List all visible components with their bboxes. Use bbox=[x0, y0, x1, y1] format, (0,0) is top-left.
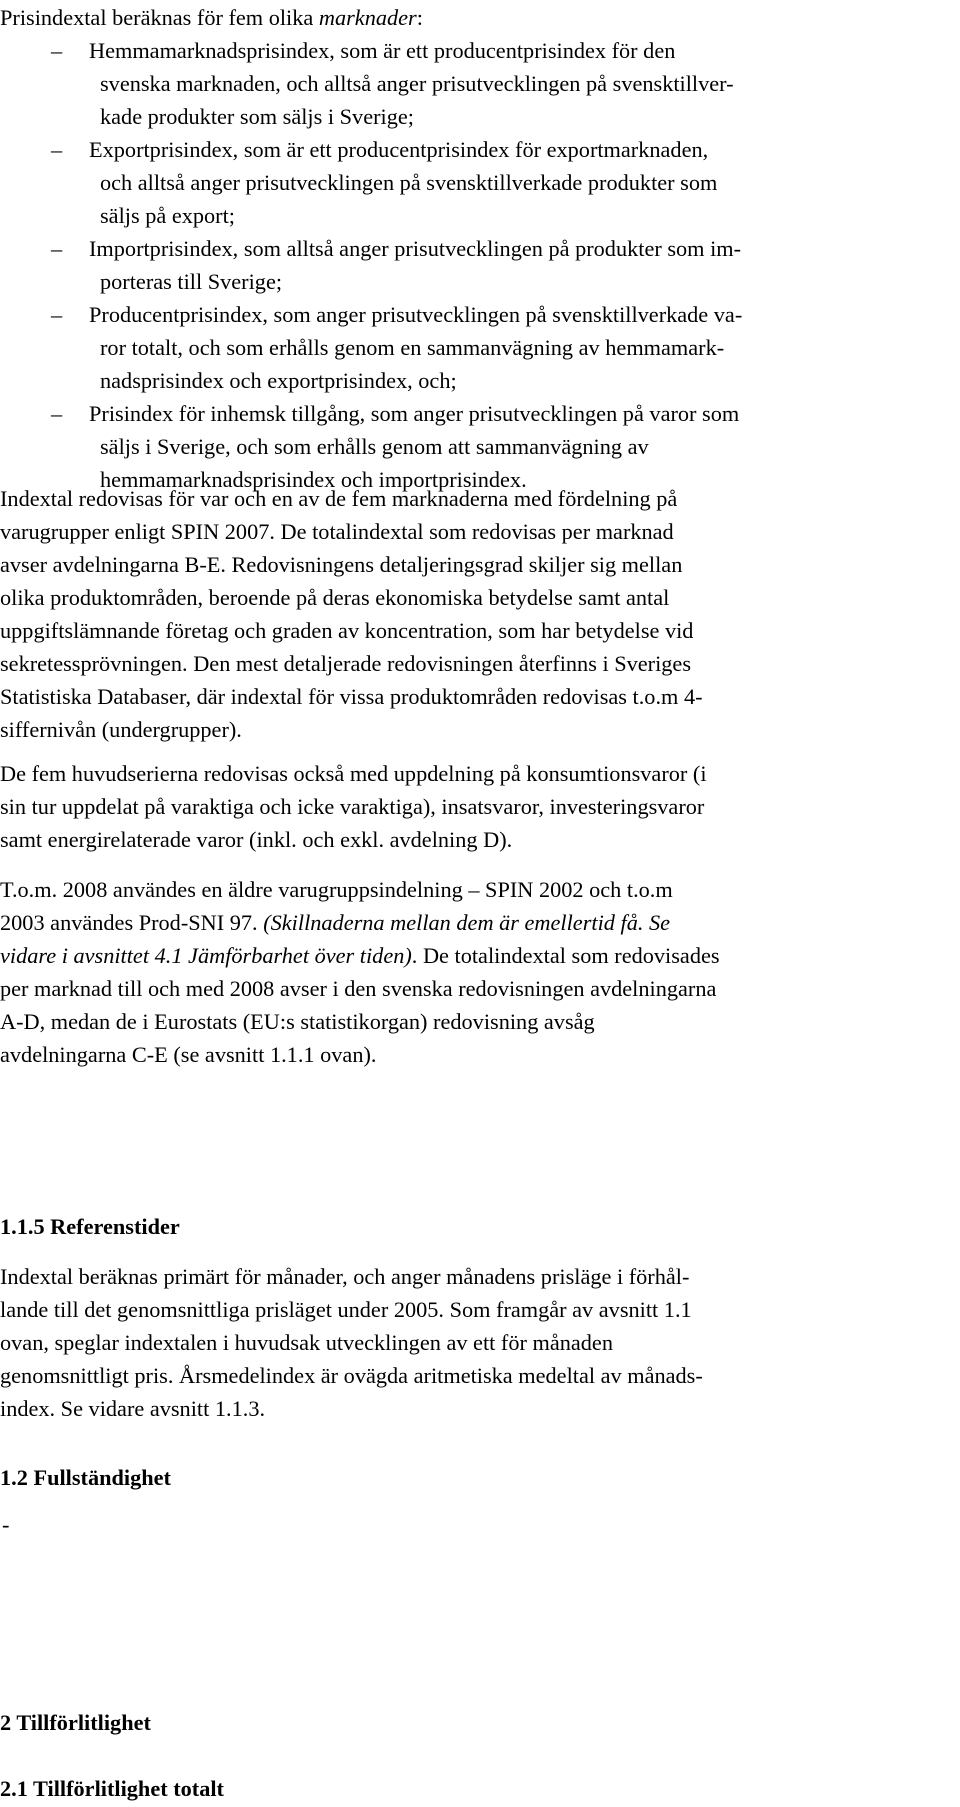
list-item-line: säljs i Sverige, och som erhålls genom att sammanvägning av bbox=[100, 434, 649, 459]
list-item-line: Prisindex för inhemsk tillgång, som anger prisutvecklingen på varor som bbox=[89, 401, 740, 426]
text-line: sekretessprövningen. Den mest detaljerade redovisningen återfinns i Sveriges bbox=[0, 651, 691, 676]
text-line: De fem huvudserierna redovisas också med uppdelning på konsumtionsvaror (i bbox=[0, 761, 707, 786]
market-list-item bbox=[0, 133, 945, 232]
market-list-item bbox=[0, 298, 945, 397]
text-line: olika produktområden, beroende på deras ekonomiska betydelse samt antal bbox=[0, 585, 670, 610]
text-line: uppgiftslämnande företag och graden av koncentration, som har betydelse vid bbox=[0, 618, 694, 643]
list-item-line: Exportprisindex, som är ett producentprisindex för exportmarknaden, bbox=[89, 137, 709, 162]
list-item-line: Producentprisindex, som anger prisutvecklingen på svensktillverkade va- bbox=[89, 302, 743, 327]
list-item-line: säljs på export; bbox=[100, 203, 235, 228]
list-item-line: porteras till Sverige; bbox=[100, 269, 283, 294]
text-span: . De totalindextal som redovisades bbox=[411, 943, 720, 968]
list-item-line: och alltså anger prisutvecklingen på svensktillverkade produkter som bbox=[100, 170, 718, 195]
text-line: avser avdelningarna B-E. Redovisningens detaljeringsgrad skiljer sig mellan bbox=[0, 552, 683, 577]
heading-tillforlitlighet-totalt: 2.1 Tillförlitlighet totalt bbox=[0, 1776, 224, 1801]
list-item-line: kade produkter som säljs i Sverige; bbox=[100, 104, 414, 129]
text-line: varugrupper enligt SPIN 2007. De totalindextal som redovisas per marknad bbox=[0, 519, 674, 544]
italic-note: (Skillnaderna mellan dem är emellertid få. Se bbox=[263, 910, 671, 935]
text-line: Indextal beräknas primärt för månader, och anger månadens prisläge i förhål- bbox=[0, 1264, 690, 1289]
text-line bbox=[0, 939, 940, 972]
heading-fullstandighet: 1.2 Fullständighet bbox=[0, 1465, 171, 1490]
paragraph-referenstider bbox=[0, 1260, 940, 1425]
paragraph-huvudserierna bbox=[0, 757, 940, 856]
paragraph-indextal-redovisas bbox=[0, 482, 940, 746]
list-item-line: Importprisindex, som alltså anger prisutvecklingen på produkter som im- bbox=[89, 236, 742, 261]
paragraph-tom-2008 bbox=[0, 873, 940, 1071]
dash-bullet: – bbox=[51, 236, 63, 261]
intro-colon: : bbox=[416, 5, 423, 30]
text-line: sin tur uppdelat på varaktiga och icke varaktiga), insatsvaror, investeringsvaror bbox=[0, 794, 705, 819]
placeholder-dash: - bbox=[2, 1512, 10, 1537]
list-item-line: hemmamarknadsprisindex och importprisindex. bbox=[100, 467, 527, 492]
italic-note: vidare i avsnittet 4.1 Jämförbarhet över tiden) bbox=[0, 943, 412, 968]
text-line: genomsnittligt pris. Årsmedelindex är ovägda aritmetiska medeltal av månads- bbox=[0, 1363, 703, 1388]
text-line: Statistiska Databaser, där indextal för vissa produktområden redovisas t.o.m 4- bbox=[0, 684, 703, 709]
text-line: lande till det genomsnittliga prisläget under 2005. Som framgår av avsnitt 1.1 bbox=[0, 1297, 692, 1322]
market-list-item bbox=[0, 34, 945, 133]
market-list-item bbox=[0, 232, 945, 298]
intro-paragraph bbox=[0, 1, 940, 34]
dash-bullet: – bbox=[51, 401, 63, 426]
heading-tillforlitlighet: 2 Tillförlitlighet bbox=[0, 1710, 151, 1735]
intro-text: Prisindextal beräknas för fem olika bbox=[0, 5, 319, 30]
text-line: Indextal redovisas för var och en av de fem marknaderna med fördelning på bbox=[0, 486, 678, 511]
list-item-line: svenska marknaden, och alltså anger prisutvecklingen på svensktillver- bbox=[100, 71, 734, 96]
text-line: index. Se vidare avsnitt 1.1.3. bbox=[0, 1396, 266, 1421]
text-line bbox=[0, 906, 940, 939]
text-line: samt energirelaterade varor (inkl. och exkl. avdelning D). bbox=[0, 827, 513, 852]
text-line: ovan, speglar indextalen i huvudsak utvecklingen av ett för månaden bbox=[0, 1330, 613, 1355]
list-item-line: Hemmamarknadsprisindex, som är ett producentprisindex för den bbox=[89, 38, 676, 63]
intro-italic-term: marknader bbox=[318, 5, 417, 30]
dash-bullet: – bbox=[51, 302, 63, 327]
market-list bbox=[0, 34, 945, 496]
text-span: 2003 användes Prod-SNI 97. bbox=[0, 910, 264, 935]
text-line: T.o.m. 2008 användes en äldre varugruppsindelning – SPIN 2002 och t.o.m bbox=[0, 877, 673, 902]
heading-referenstider: 1.1.5 Referenstider bbox=[0, 1214, 180, 1239]
list-item-line: nadsprisindex och exportprisindex, och; bbox=[100, 368, 457, 393]
text-line: avdelningarna C-E (se avsnitt 1.1.1 ovan). bbox=[0, 1042, 377, 1067]
dash-bullet: – bbox=[51, 38, 63, 63]
text-line: per marknad till och med 2008 avser i den svenska redovisningen avdelningarna bbox=[0, 976, 717, 1001]
text-line: siffernivån (undergrupper). bbox=[0, 717, 242, 742]
text-line: A-D, medan de i Eurostats (EU:s statistikorgan) redovisning avsåg bbox=[0, 1009, 595, 1034]
dash-bullet: – bbox=[51, 137, 63, 162]
list-item-line: ror totalt, och som erhålls genom en sammanvägning av hemmamark- bbox=[100, 335, 725, 360]
